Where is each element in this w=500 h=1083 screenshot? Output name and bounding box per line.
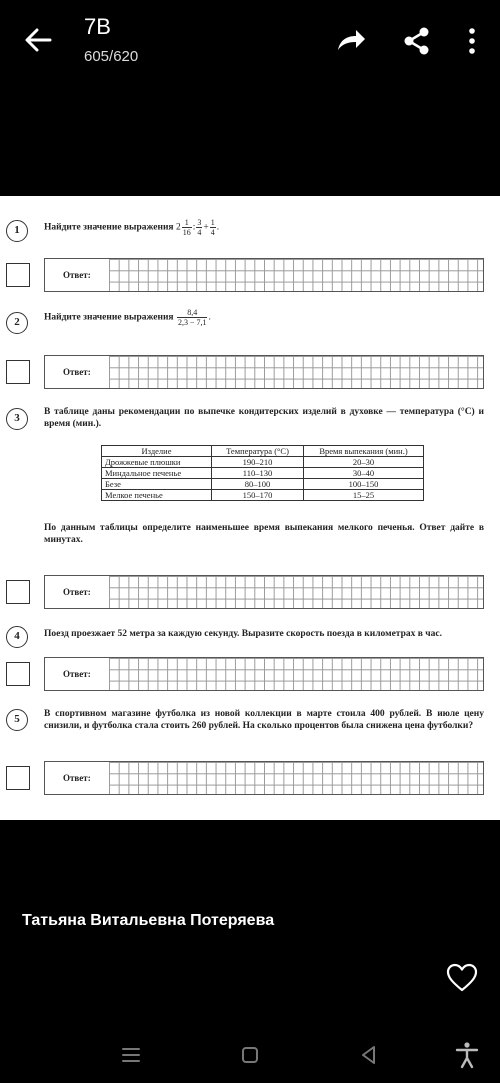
- table-cell: 30–40: [304, 468, 424, 479]
- answer-grid[interactable]: [109, 658, 483, 690]
- table-header-row: [102, 446, 424, 457]
- recent-apps-icon[interactable]: [116, 1040, 146, 1070]
- table-row: [102, 479, 424, 490]
- forward-icon[interactable]: [334, 24, 368, 58]
- answer-row[interactable]: [44, 258, 484, 292]
- column-header: Изделие: [102, 446, 212, 457]
- baking-table: [101, 445, 424, 501]
- question-5-text: В спортивном магазине футболка из новой коллекции в марте стоила 400 рублей. В июле цену снизили, и футболка стала стоить 260 рублей. На сколько процентов была снижена цена футболки?: [44, 709, 484, 731]
- question-number: 5: [6, 709, 28, 731]
- top-app-bar: [0, 0, 500, 80]
- table-row: [102, 468, 424, 479]
- question-3-text: В таблице даны рекомендации по выпечке кондитерских изделий в духовке — температура (°С) и время (мин.).: [44, 407, 484, 429]
- answer-label: Ответ:: [63, 773, 91, 783]
- question-number: 1: [6, 220, 28, 242]
- question-3-prompt: По данным таблицы определите наименьшее время выпекания мелкого печенья. Ответ дайте в минутах.: [44, 523, 484, 545]
- author-name[interactable]: Татьяна Витальевна Потеряева: [22, 912, 275, 929]
- question-2-text: Найдите значение выражения $\frac{8,4}{2,3 - 7,1}$ .: [44, 308, 211, 327]
- home-icon[interactable]: [235, 1040, 265, 1070]
- answer-label: Ответ:: [63, 367, 91, 377]
- document-title: 7B: [84, 14, 111, 39]
- answer-grid[interactable]: [109, 356, 483, 388]
- table-cell: Безе: [102, 479, 212, 490]
- document-page: [0, 196, 500, 820]
- system-nav-bar: [0, 1030, 500, 1083]
- table-cell: Мелкое печенье: [102, 490, 212, 501]
- table-row: [102, 490, 424, 501]
- back-icon[interactable]: [354, 1040, 384, 1070]
- answer-label: Ответ:: [63, 270, 91, 280]
- answer-label: Ответ:: [63, 587, 91, 597]
- table-cell: 110–130: [212, 468, 304, 479]
- table-cell: Миндальное печенье: [102, 468, 212, 479]
- heart-icon[interactable]: [446, 962, 478, 994]
- answer-row[interactable]: [44, 575, 484, 609]
- answer-row[interactable]: [44, 355, 484, 389]
- more-vert-icon[interactable]: [455, 24, 489, 58]
- question-number: 4: [6, 626, 28, 648]
- answer-checkbox[interactable]: [6, 360, 30, 384]
- table-cell: 100–150: [304, 479, 424, 490]
- answer-row[interactable]: [44, 761, 484, 795]
- answer-grid[interactable]: [109, 762, 483, 794]
- answer-checkbox[interactable]: [6, 662, 30, 686]
- accessibility-icon[interactable]: [452, 1040, 482, 1070]
- answer-label: Ответ:: [63, 669, 91, 679]
- table-cell: Дрожжевые плюшки: [102, 457, 212, 468]
- page-counter: 605/620: [84, 48, 139, 65]
- answer-grid[interactable]: [109, 259, 483, 291]
- table-cell: 80–100: [212, 479, 304, 490]
- question-4-text: Поезд проезжает 52 метра за каждую секунду. Выразите скорость поезда в километрах в час.: [44, 629, 442, 639]
- back-arrow-icon[interactable]: [22, 24, 54, 56]
- table-cell: 150–170: [212, 490, 304, 501]
- question-1-text: Найдите значение выражения 2 $\frac{1}{16}$ : $\frac{3}{4}$ + $\frac{1}{4}$ .: [44, 218, 220, 237]
- answer-checkbox[interactable]: [6, 766, 30, 790]
- answer-checkbox[interactable]: [6, 580, 30, 604]
- answer-grid[interactable]: [109, 576, 483, 608]
- table-cell: 15–25: [304, 490, 424, 501]
- answer-checkbox[interactable]: [6, 263, 30, 287]
- column-header: Время выпекания (мин.): [304, 446, 424, 457]
- answer-row[interactable]: [44, 657, 484, 691]
- column-header: Температура (°С): [212, 446, 304, 457]
- question-number: 3: [6, 408, 28, 430]
- table-cell: 190–210: [212, 457, 304, 468]
- table-cell: 20–30: [304, 457, 424, 468]
- question-number: 2: [6, 312, 28, 334]
- share-icon[interactable]: [400, 24, 434, 58]
- table-row: [102, 457, 424, 468]
